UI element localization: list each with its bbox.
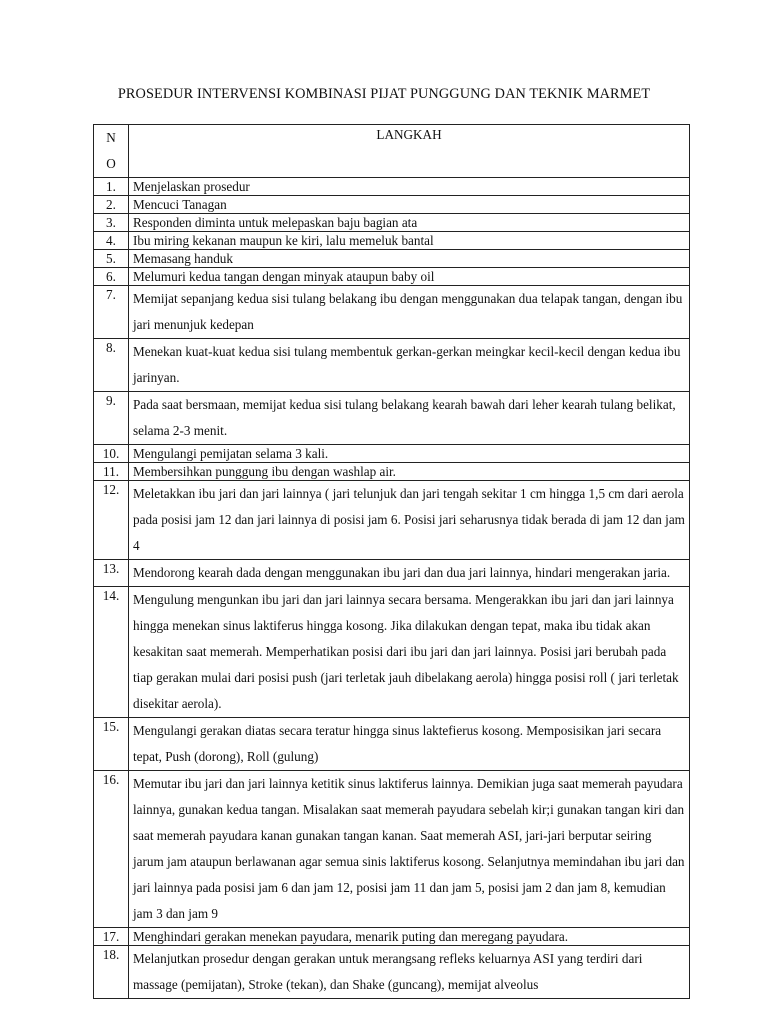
row-number-cell: 18. (94, 946, 129, 999)
table-row (94, 268, 690, 286)
row-number-cell: 7. (94, 286, 129, 339)
table-row (94, 286, 690, 339)
row-step-cell: Melanjutkan prosedur dengan gerakan untuk merangsang refleks keluarnya ASI yang terdiri dari massage (pemijatan), Stroke (tekan), dan Shake (guncang), memijat alveolus (129, 946, 690, 999)
row-step-cell: Menghindari gerakan menekan payudara, menarik puting dan meregang payudara. (129, 928, 690, 946)
table-header-row (94, 125, 690, 178)
table-row (94, 178, 690, 196)
table-row (94, 392, 690, 445)
table-row (94, 445, 690, 463)
row-step-cell: Mendorong kearah dada dengan menggunakan ibu jari dan dua jari lainnya, hindari mengerakan jaria. (129, 560, 690, 587)
table-row (94, 481, 690, 560)
table-row (94, 946, 690, 999)
row-number-cell: 12. (94, 481, 129, 560)
table-row (94, 339, 690, 392)
row-step-cell: Ibu miring kekanan maupun ke kiri, lalu memeluk bantal (129, 232, 690, 250)
row-step-cell: Mengulangi pemijatan selama 3 kali. (129, 445, 690, 463)
row-number-cell: 16. (94, 771, 129, 928)
row-number-cell: 15. (94, 718, 129, 771)
row-step-cell: Membersihkan punggung ibu dengan washlap air. (129, 463, 690, 481)
row-number-cell: 10. (94, 445, 129, 463)
row-number-cell: 6. (94, 268, 129, 286)
table-row (94, 587, 690, 718)
table-row (94, 214, 690, 232)
row-step-cell: Menjelaskan prosedur (129, 178, 690, 196)
row-number-cell: 14. (94, 587, 129, 718)
document-title: PROSEDUR INTERVENSI KOMBINASI PIJAT PUNGGUNG DAN TEKNIK MARMET (117, 86, 651, 102)
row-step-cell: Memijat sepanjang kedua sisi tulang belakang ibu dengan menggunakan dua telapak tangan, dengan ibu jari menunjuk kedepan (129, 286, 690, 339)
row-number-cell: 1. (94, 178, 129, 196)
table-row (94, 463, 690, 481)
row-step-cell: Meletakkan ibu jari dan jari lainnya ( jari telunjuk dan jari tengah sekitar 1 cm hingga 1,5 cm dari aerola pada posisi jam 12 dan jari lainnya di posisi jam 6. Posisi jari seharusnya tidak berada di jam 12 dan jam 4 (129, 481, 690, 560)
row-step-cell: Memutar ibu jari dan jari lainnya ketitik sinus laktiferus lainnya. Demikian juga saat memerah payudara lainnya, gunakan kedua tangan. Misalakan saat memerah payudara sebelah kir;i gunakan tangan kiri dan saat memerah payudara kanan gunakan tangan kanan. Saat memerah ASI, jari-jari berputar seiring jarum jam ataupun berlawanan agar semua sinis laktiferus kosong. Selanjutnya memindahan ibu jari dan jari lainnya pada posisi jam 6 dan jam 12, posisi jam 11 dan jam 5, posisi jam 2 dan jam 8, kemudian jam 3 dan jam 9 (129, 771, 690, 928)
row-number-cell: 9. (94, 392, 129, 445)
row-number-cell: 8. (94, 339, 129, 392)
row-step-cell: Pada saat bersmaan, memijat kedua sisi tulang belakang kearah bawah dari leher kearah tulang belikat, selama 2-3 menit. (129, 392, 690, 445)
row-number-cell: 11. (94, 463, 129, 481)
table-row (94, 232, 690, 250)
row-step-cell: Mengulung mengunkan ibu jari dan jari lainnya secara bersama. Mengerakkan ibu jari dan jari lainnya hingga menekan sinus laktiferus hingga kosong. Jika dilakukan dengan tepat, maka ibu tidak akan kesakitan saat memerah. Memperhatikan posisi dari ibu jari dan jari lainnya. Posisi jari berubah pada tiap gerakan mulai dari posisi push (jari terletak jauh dibelakang aerola) hingga posisi roll ( jari terletak disekitar aerola). (129, 587, 690, 718)
procedure-table (93, 124, 690, 999)
row-number-cell: 5. (94, 250, 129, 268)
row-number-cell: 2. (94, 196, 129, 214)
row-number-cell: 4. (94, 232, 129, 250)
row-step-cell: Mencuci Tanagan (129, 196, 690, 214)
row-step-cell: Menekan kuat-kuat kedua sisi tulang membentuk gerkan-gerkan meingkar kecil-kecil dengan kedua ibu jarinyan. (129, 339, 690, 392)
table-row (94, 196, 690, 214)
row-number-cell: 3. (94, 214, 129, 232)
row-step-cell: Memasang handuk (129, 250, 690, 268)
row-number-cell: 17. (94, 928, 129, 946)
table-row (94, 928, 690, 946)
table-row (94, 718, 690, 771)
header-no-line2: O (106, 156, 116, 171)
table-row (94, 771, 690, 928)
row-step-cell: Melumuri kedua tangan dengan minyak ataupun baby oil (129, 268, 690, 286)
table-row (94, 560, 690, 587)
row-number-cell: 13. (94, 560, 129, 587)
header-step-cell: LANGKAH (129, 125, 690, 178)
header-no-cell (94, 125, 129, 178)
row-step-cell: Mengulangi gerakan diatas secara teratur hingga sinus laktefierus kosong. Memposisikan jari secara tepat, Push (dorong), Roll (gulung) (129, 718, 690, 771)
row-step-cell: Responden diminta untuk melepaskan baju bagian ata (129, 214, 690, 232)
header-no-line1: N (106, 130, 116, 145)
table-row (94, 250, 690, 268)
